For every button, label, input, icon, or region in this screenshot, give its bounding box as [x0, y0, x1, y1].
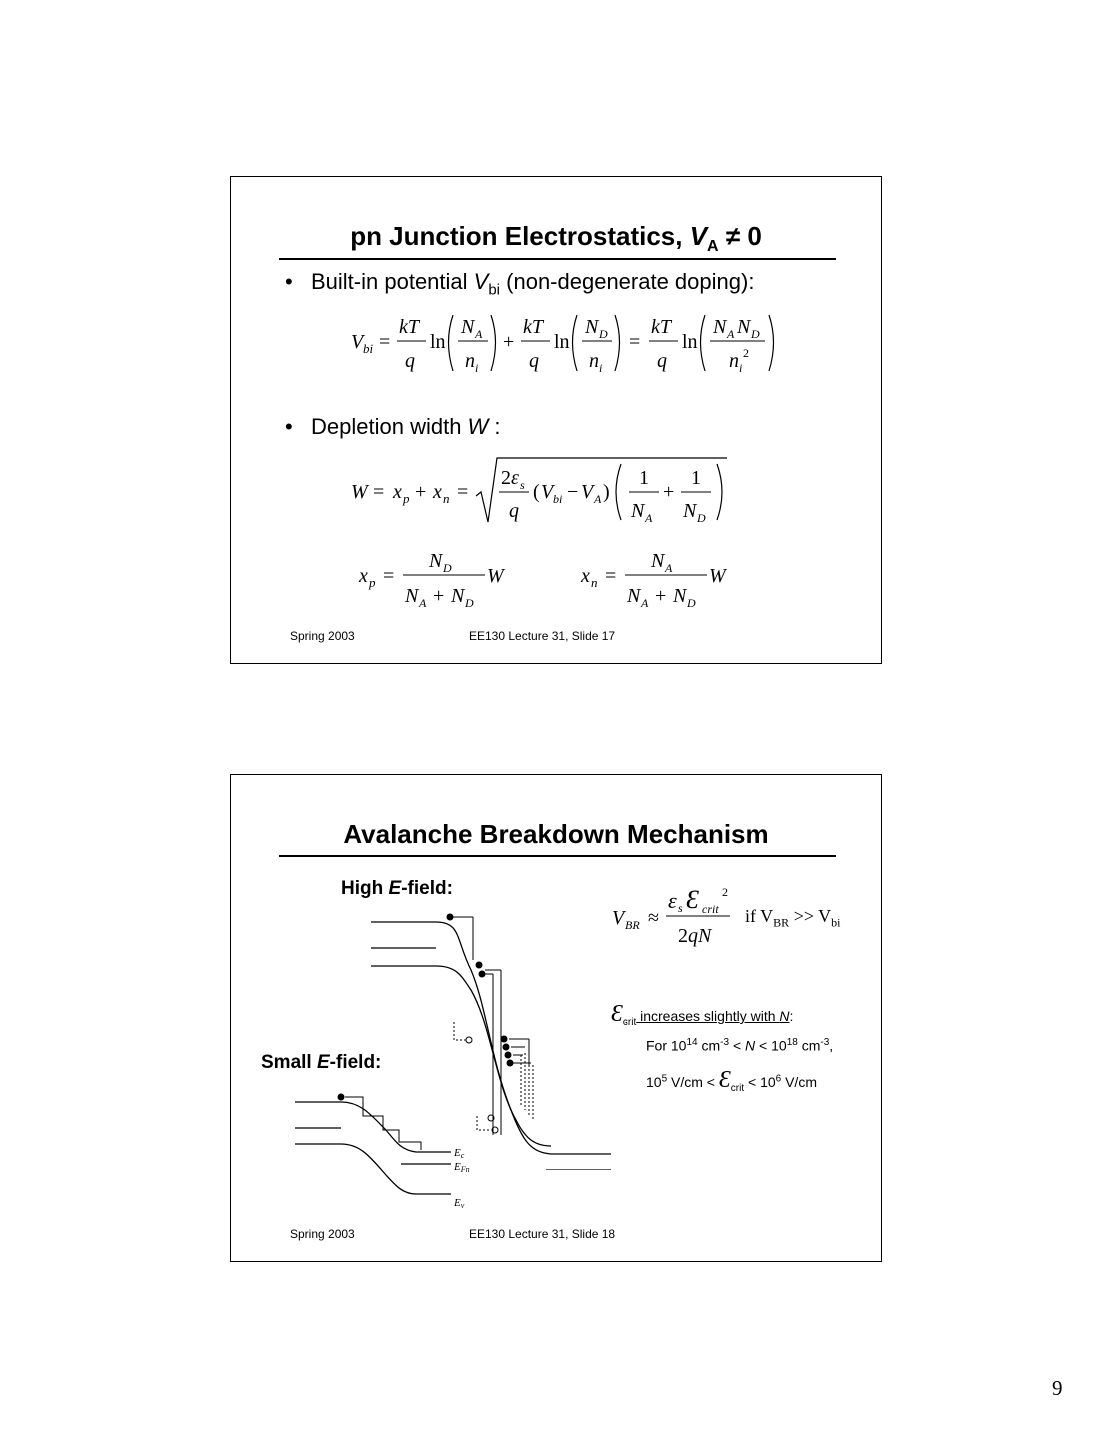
- svg-text:N: N: [683, 500, 697, 522]
- svg-text:N: N: [631, 500, 645, 522]
- svg-text:A: A: [641, 596, 649, 610]
- svg-text:qN: qN: [688, 925, 712, 947]
- svg-text:x: x: [393, 481, 402, 503]
- svg-text:2: 2: [722, 885, 728, 899]
- svg-text:2: 2: [743, 346, 749, 360]
- svg-text:q: q: [529, 350, 539, 372]
- svg-text:2: 2: [678, 925, 688, 947]
- svg-text:N: N: [627, 585, 641, 607]
- svg-text:ln: ln: [430, 331, 446, 353]
- svg-text:A: A: [594, 492, 602, 506]
- svg-text:D: D: [443, 561, 452, 575]
- svg-text:=: =: [379, 331, 391, 353]
- svg-text:ln: ln: [682, 331, 698, 353]
- svg-text:+: +: [655, 585, 667, 607]
- svg-text:p: p: [369, 575, 376, 590]
- svg-text:=: =: [373, 481, 385, 503]
- svg-text:(: (: [533, 481, 540, 503]
- footer-lecture: EE130 Lecture 31, Slide 17: [469, 629, 616, 643]
- svg-text:x: x: [359, 565, 368, 587]
- svg-text:A: A: [419, 596, 427, 610]
- footer-date: Spring 2003: [290, 1227, 355, 1241]
- svg-text:W: W: [351, 481, 368, 503]
- svg-text:=: =: [605, 565, 617, 587]
- ecrit-note: $Ɛ_{crit}$ increases slightly with N:: [611, 1001, 794, 1028]
- slide-title: Avalanche Breakdown Mechanism: [343, 819, 769, 849]
- bullet-depletion-width: • Depletion width W :: [285, 414, 501, 439]
- svg-text:kT: kT: [399, 316, 419, 338]
- slide-title: pn Junction Electrostatics, $V_A \ne 0$: [350, 221, 762, 256]
- svg-text:D: D: [599, 327, 608, 341]
- svg-text:≈: ≈: [648, 907, 659, 929]
- svg-text:): ): [603, 481, 610, 503]
- small-field-label: Small E-field:: [261, 1052, 382, 1073]
- svg-text:+: +: [663, 481, 675, 503]
- svg-text:n: n: [589, 350, 599, 372]
- svg-text:A: A: [475, 327, 483, 341]
- svg-text:p: p: [403, 491, 410, 506]
- svg-text:x: x: [581, 565, 590, 587]
- svg-text:kT: kT: [523, 316, 543, 338]
- svg-text:n: n: [729, 350, 739, 372]
- svg-text:N: N: [461, 316, 475, 338]
- svg-text:kT: kT: [651, 316, 671, 338]
- svg-text:Ɛ: Ɛ: [686, 885, 699, 914]
- svg-text:i: i: [739, 361, 743, 375]
- svg-text:N: N: [651, 550, 665, 572]
- svg-text:s: s: [678, 901, 683, 915]
- svg-text:i: i: [599, 361, 603, 375]
- svg-text:+: +: [503, 331, 515, 353]
- svg-text:N: N: [585, 316, 599, 338]
- svg-text:n: n: [591, 575, 598, 590]
- svg-text:D: D: [697, 511, 706, 525]
- bullet-built-in-potential: • Built-in potential $V_{bi}$ (non-degenerate doping):: [285, 269, 755, 299]
- doping-range-note: For $10^{14}$ $cm^{-3} < N < 10^{18}$ $cm^{-3}$,: [646, 1037, 834, 1054]
- svg-text:A: A: [727, 327, 735, 341]
- svg-text:bi: bi: [363, 341, 374, 356]
- svg-text:q: q: [405, 350, 415, 372]
- svg-text:=: =: [629, 331, 641, 353]
- svg-text:N: N: [737, 316, 751, 338]
- svg-text:crit: crit: [702, 902, 719, 916]
- title-underline: [279, 855, 836, 857]
- slide-18: [230, 774, 882, 1262]
- svg-text:q: q: [509, 500, 519, 522]
- svg-text:ε: ε: [511, 467, 519, 489]
- svg-text:BR: BR: [625, 918, 640, 932]
- svg-text:N: N: [451, 585, 465, 607]
- ecrit-range-note: $10^5$ $V/cm < Ɛ_{crit} < 10^6$ V/cm: [646, 1067, 817, 1094]
- footer-lecture: EE130 Lecture 31, Slide 18: [469, 1227, 616, 1241]
- svg-text:N: N: [673, 585, 687, 607]
- svg-text:n: n: [465, 350, 475, 372]
- svg-text:1: 1: [639, 467, 649, 489]
- svg-text:A: A: [665, 561, 673, 575]
- svg-text:W: W: [487, 565, 504, 587]
- svg-text:A: A: [645, 511, 653, 525]
- svg-text:s: s: [520, 478, 525, 492]
- svg-text:Ev: Ev: [454, 1197, 465, 1210]
- svg-text:−: −: [567, 481, 579, 503]
- svg-text:Ec: Ec: [454, 1147, 465, 1160]
- svg-text:+: +: [433, 585, 445, 607]
- svg-text:V: V: [612, 907, 625, 929]
- svg-text:ln: ln: [554, 331, 570, 353]
- svg-text:ε: ε: [668, 888, 677, 913]
- svg-text:W: W: [709, 565, 726, 587]
- svg-text:V: V: [351, 331, 364, 353]
- svg-text:q: q: [657, 350, 667, 372]
- svg-text:V: V: [541, 481, 554, 503]
- svg-text:V: V: [581, 481, 594, 503]
- vbr-condition: if $V_{BR} >> V_{bi}$: [745, 906, 841, 930]
- svg-text:EFn: EFn: [454, 1161, 470, 1174]
- footer-date: Spring 2003: [290, 629, 355, 643]
- svg-text:2: 2: [501, 467, 511, 489]
- svg-text:D: D: [465, 596, 474, 610]
- equation-xp-xn: [349, 542, 749, 612]
- svg-text:N: N: [713, 316, 727, 338]
- svg-text:n: n: [443, 491, 450, 506]
- equation-vbi: [341, 305, 791, 380]
- slide-17: [230, 176, 882, 664]
- page-number: 9: [1052, 1376, 1063, 1400]
- svg-text:=: =: [457, 481, 469, 503]
- svg-text:N: N: [405, 585, 419, 607]
- svg-text:D: D: [751, 327, 760, 341]
- svg-text:bi: bi: [553, 492, 563, 506]
- svg-text:=: =: [383, 565, 395, 587]
- svg-text:+: +: [415, 481, 427, 503]
- svg-text:N: N: [429, 550, 443, 572]
- equation-depletion-width: [341, 452, 741, 532]
- high-field-label: High E-field:: [341, 878, 453, 899]
- svg-text:1: 1: [691, 467, 701, 489]
- svg-text:i: i: [475, 361, 479, 375]
- svg-text:x: x: [433, 481, 442, 503]
- svg-text:D: D: [687, 596, 696, 610]
- title-underline: [279, 258, 836, 260]
- small-field-band-diagram: [291, 1090, 491, 1220]
